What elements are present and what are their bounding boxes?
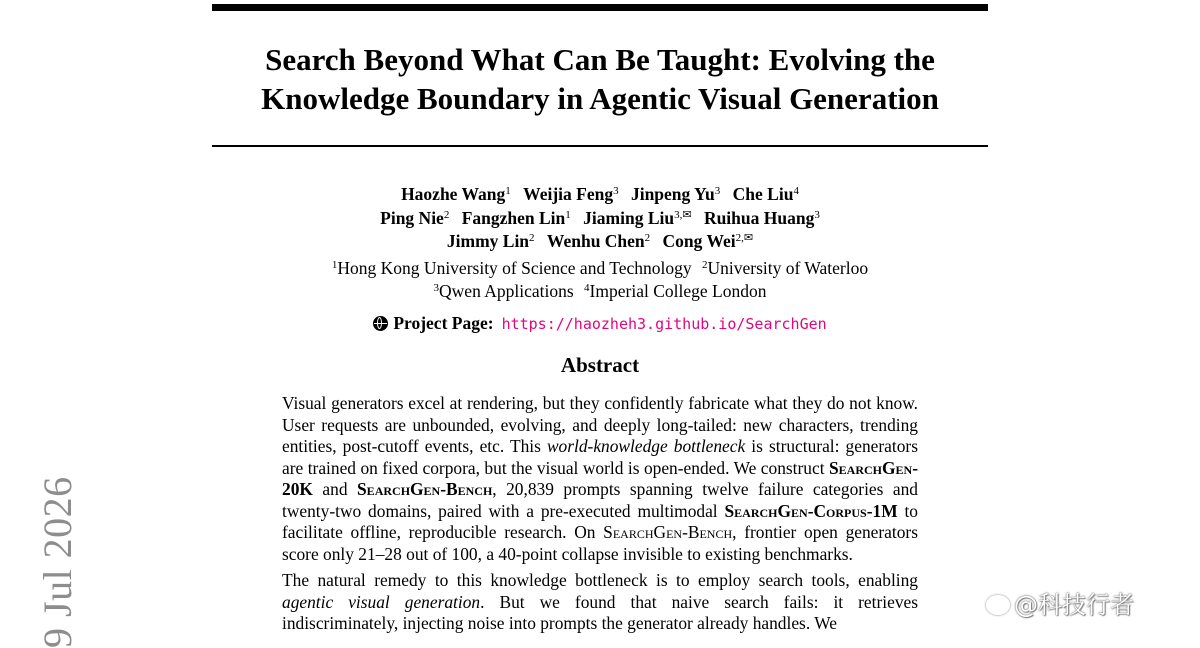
abstract-paragraph-1: Visual generators excel at rendering, but they confidently fabricate what they do not know. User requests are unbounded, evolving, and deeply long-tailed: new characters, trending entities, post-cutoff events, etc. This world-knowledge bottleneck is structural: generators are trained on fixed corpora, but the visual world is open-ended. We construct SearchGen-20K and SearchGen-Bench, 20,839 prompts spanning twelve failure categories and twenty-two domains, paired with a pre-executed multimodal SearchGen-Corpus-1M to facilitate offline, reproducible research. On SearchGen-Bench, frontier open generators score only 21–28 out of 100, a 40-point collapse invisible to existing benchmarks. (282, 393, 918, 564)
author: Jimmy Lin$^2$ (446, 231, 535, 251)
author: Ruihua Huang$^3$ (703, 207, 820, 228)
affiliation: $^3$Qwen Applications (433, 281, 574, 301)
author: Cong Wei$^{2,✉}$ (662, 231, 754, 251)
author-list (212, 183, 988, 254)
affiliation: $^2$University of Waterloo (702, 258, 869, 278)
benchmark-name: SearchGen-Bench (357, 479, 493, 499)
affiliation-line-2 (212, 280, 988, 303)
dataset-name: SearchGen-20K (282, 457, 918, 499)
affiliation: $^1$Hong Kong University of Science and Technology (331, 258, 692, 278)
title-line-1: Search Beyond What Can Be Taught: Evolving the (265, 42, 935, 77)
author: Jiaming Liu$^{3,✉}$ (583, 207, 692, 228)
watermark: @科技行者 (986, 590, 1134, 620)
title-rule (212, 145, 988, 147)
affiliation: $^4$Imperial College London (584, 281, 767, 301)
author-line-3 (212, 230, 988, 254)
project-page (212, 312, 988, 335)
top-rule (212, 4, 988, 11)
author: Fangzhen Lin$^1$ (461, 207, 571, 228)
project-page-label: Project Page: (393, 313, 494, 333)
project-page-link[interactable]: https://haozheh3.github.io/SearchGen (501, 315, 827, 333)
title-line-2: Knowledge Boundary in Agentic Visual Generation (261, 81, 939, 116)
arxiv-date-stamp: 9 Jul 2026 (35, 476, 80, 648)
author: Jinpeng Yu$^3$ (630, 184, 721, 204)
paw-icon (986, 595, 1010, 615)
author-line-1 (212, 183, 988, 207)
author: Che Liu$^4$ (732, 184, 799, 204)
corpus-name: SearchGen-Corpus-1M (724, 500, 898, 521)
affiliation-line-1 (212, 257, 988, 280)
author: Weijia Feng$^3$ (523, 184, 619, 204)
abstract-body (282, 393, 918, 635)
paper-title (150, 40, 1050, 118)
author-line-2 (212, 207, 988, 231)
benchmark-name: SearchGen-Bench (603, 522, 733, 542)
abstract-paragraph-2: The natural remedy to this knowledge bottleneck is to employ search tools, enabling agentic visual generation. But we found that naive search fails: it retrieves indiscriminately, injecting noise into prompts the generator already handles. We (282, 570, 918, 633)
author: Wenhu Chen$^2$ (546, 231, 651, 251)
affiliations (212, 257, 988, 303)
globe-icon (373, 316, 388, 331)
abstract-heading: Abstract (560, 353, 640, 377)
author: Ping Nie$^2$ (380, 207, 450, 228)
author: Haozhe Wang$^1$ (401, 184, 511, 204)
